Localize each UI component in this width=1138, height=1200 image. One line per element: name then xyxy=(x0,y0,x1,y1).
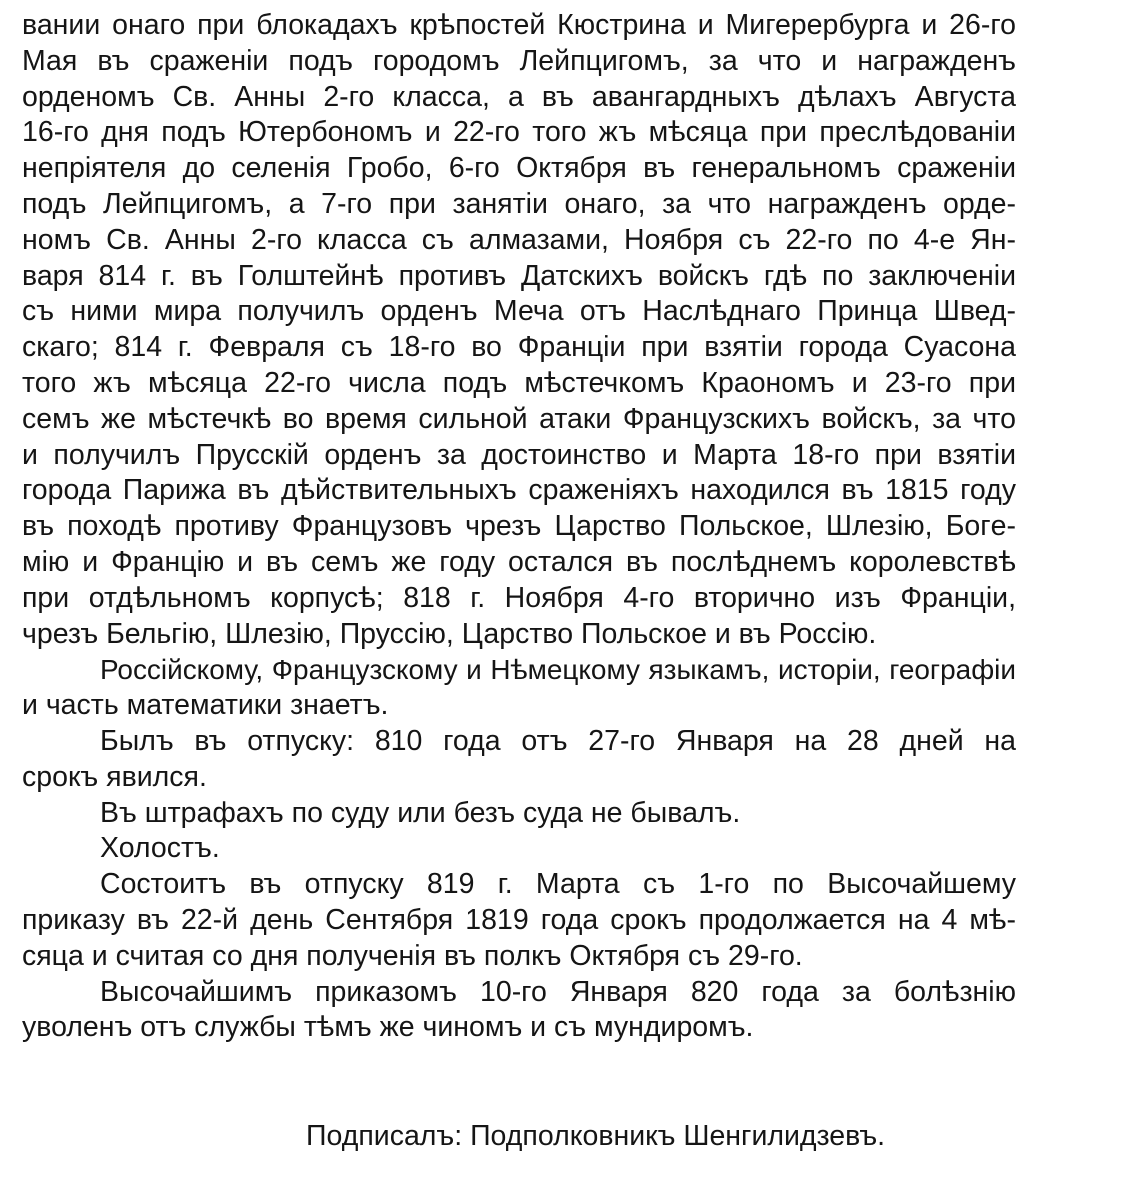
penalties-paragraph xyxy=(22,796,1016,832)
text-line: вании онаго при блокадахъ крѣпостей Кюстрина и Мигерербурга и 26-го xyxy=(22,9,1016,41)
text-line: сяца и считая со дня полученія въ полкъ Октября съ 29-го. xyxy=(22,939,803,972)
text-line: въ походѣ противу Французовъ чрезъ Царство Польское, Шлезію, Богe- xyxy=(22,510,1016,543)
text-line: Мая въ сраженіи подъ городомъ Лейпцигомъ, за что и награжденъ xyxy=(22,44,1016,77)
text-line: орденомъ Св. Анны 2-го класса, а въ авангардныхъ дѣлахъ Августа xyxy=(22,80,1016,113)
text-line: срокъ явился. xyxy=(22,760,207,793)
leave-paragraph xyxy=(22,724,1016,796)
text-line: Высочайшимъ приказомъ 10-го Января 820 года за болѣзнію xyxy=(100,975,1016,1008)
text-line: того жъ мѣсяца 22-го числа подъ мѣстечкомъ Краономъ и 23-го при xyxy=(22,366,1016,399)
text-line: подъ Лейпцигомъ, а 7-го при занятіи онаго, за что награжденъ орде- xyxy=(22,187,1016,220)
text-line: непріятеля до селенія Гробо, 6-го Октября въ генеральномъ сраженіи xyxy=(22,152,1016,185)
text-line: мію и Францію и въ семъ же году остался въ послѣднемъ королевствѣ xyxy=(22,545,1016,578)
text-line: 16-го дня подъ Ютербономъ и 22-го того жъ мѣсяца при преслѣдованіи xyxy=(22,116,1016,149)
text-line: семъ же мѣстечкѣ во время сильной атаки Французскихъ войскъ, за что xyxy=(22,402,1016,435)
text-line: и часть математики знаетъ. xyxy=(22,689,389,722)
service-record-paragraph xyxy=(22,8,1016,652)
text-line: Россійскому, Французскому и Нѣмецкому языкамъ, исторіи, географіи xyxy=(100,654,1016,686)
text-line: скаго; 814 г. Февраля съ 18-го во Франціи при взятіи города Суасона xyxy=(22,331,1016,364)
text-line: чрезъ Бельгію, Шлезію, Пруссію, Царство Польское и въ Россію. xyxy=(22,617,877,650)
text-line: при отдѣльномъ корпусѣ; 818 г. Ноября 4-го вторично изъ Франціи, xyxy=(22,581,1016,614)
text-line: Въ штрафахъ по суду или безъ суда не бывалъ. xyxy=(100,796,741,829)
text-line: номъ Св. Анны 2-го класса съ алмазами, Ноября съ 22-го по 4-е Ян- xyxy=(22,223,1016,256)
languages-paragraph xyxy=(22,652,1016,724)
signature-line: Подписалъ: Подполковникъ Шенгилидзевъ. xyxy=(306,1120,886,1152)
text-line: Былъ въ отпуску: 810 года отъ 27-го Января на 28 дней на xyxy=(100,724,1016,757)
text-line: города Парижа въ дѣйствительныхъ сраженіяхъ находился въ 1815 году xyxy=(22,474,1016,507)
discharge-paragraph xyxy=(22,975,1016,1047)
text-line: варя 814 г. въ Голштейнѣ противъ Датскихъ войскъ гдѣ по заключеніи xyxy=(22,259,1016,292)
marital-status-paragraph xyxy=(22,831,1016,867)
text-line: приказу въ 22-й день Сентября 1819 года срокъ продолжается на 4 мѣ- xyxy=(22,903,1016,936)
text-line: Состоитъ въ отпуску 819 г. Марта съ 1-го по Высочайшему xyxy=(100,868,1016,901)
text-line: Холостъ. xyxy=(100,832,220,865)
document-page xyxy=(22,8,1016,1188)
text-line: уволенъ отъ службы тѣмъ же чиномъ и съ мундиромъ. xyxy=(22,1011,754,1044)
current-leave-paragraph xyxy=(22,867,1016,974)
text-line: и получилъ Прусскій орденъ за достоинство и Марта 18-го при взятіи xyxy=(22,438,1016,471)
text-line: съ ними мира получилъ орденъ Меча отъ Наслѣднаго Принца Швед- xyxy=(22,295,1016,328)
